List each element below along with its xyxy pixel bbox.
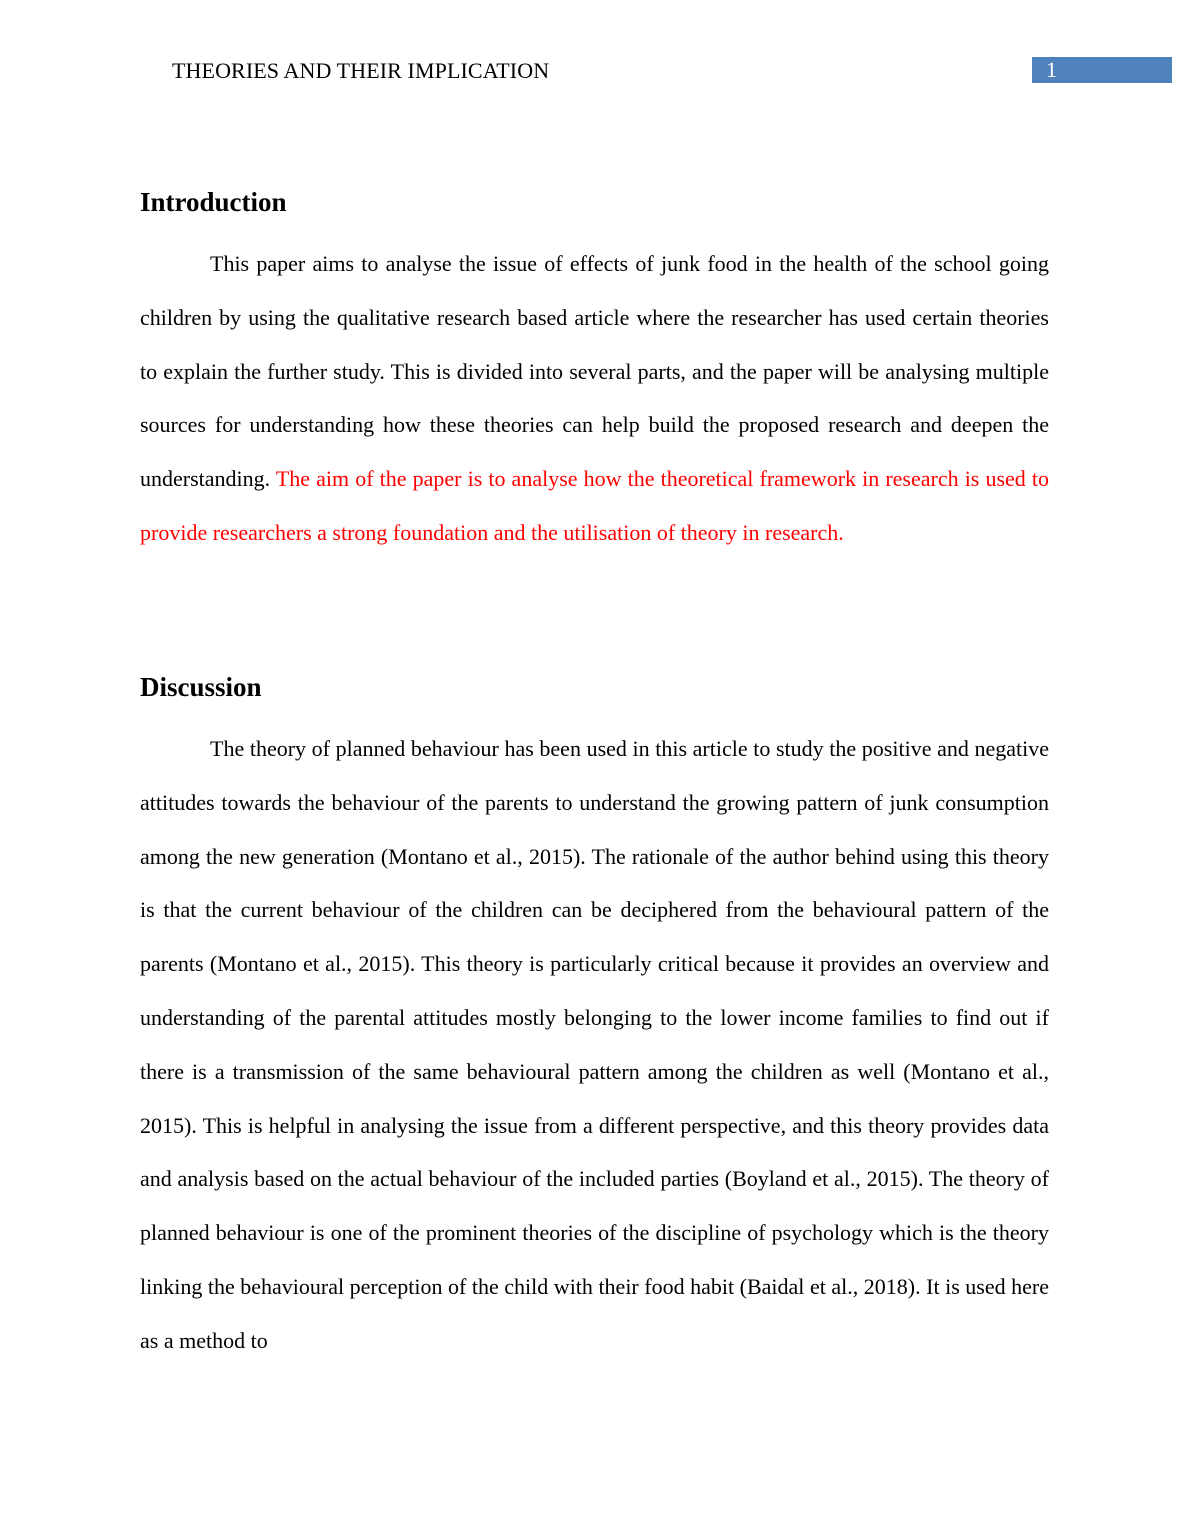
introduction-highlighted-text: The aim of the paper is to analyse how the theoretical framework in research is used to provide researchers a strong foundation and the utilisation of theory in research. [140,466,1049,545]
discussion-paragraph: The theory of planned behaviour has been used in this article to study the positive and negative attitudes towards the behaviour of the parents to understand the growing pattern of junk consumption among the new generation (Montano et al., 2015). The rationale of the author behind using this theory is that the current behaviour of the children can be deciphered from the behavioural pattern of the parents (Montano et al., 2015). This theory is particularly critical because it provides an overview and understanding of the parental attitudes mostly belonging to the lower income families to find out if there is a transmission of the same behavioural pattern among the children as well (Montano et al., 2015). This is helpful in analysing the issue from a different perspective, and this theory provides data and analysis based on the actual behaviour of the included parties (Boyland et al., 2015). The theory of planned behaviour is one of the prominent theories of the discipline of psychology which is the theory linking the behavioural perception of the child with their food habit (Baidal et al., 2018). It is used here as a method to [140,736,1049,1353]
introduction-heading: Introduction [140,187,287,217]
introduction-text: This paper aims to analyse the issue of effects of junk food in the health of the school going children by using the qualitative research based article where the researcher has used certain theories to explain the further study. This is divided into several parts, and the paper will be analysing multiple sources for understanding how these theories can help build the proposed research and deepen the understanding. [140,251,1049,492]
page-number-box [1032,57,1172,83]
running-head: THEORIES AND THEIR IMPLICATION [172,58,550,83]
introduction-paragraph [140,237,1049,560]
page-number: 1 [1046,57,1057,82]
discussion-heading: Discussion [140,672,262,702]
